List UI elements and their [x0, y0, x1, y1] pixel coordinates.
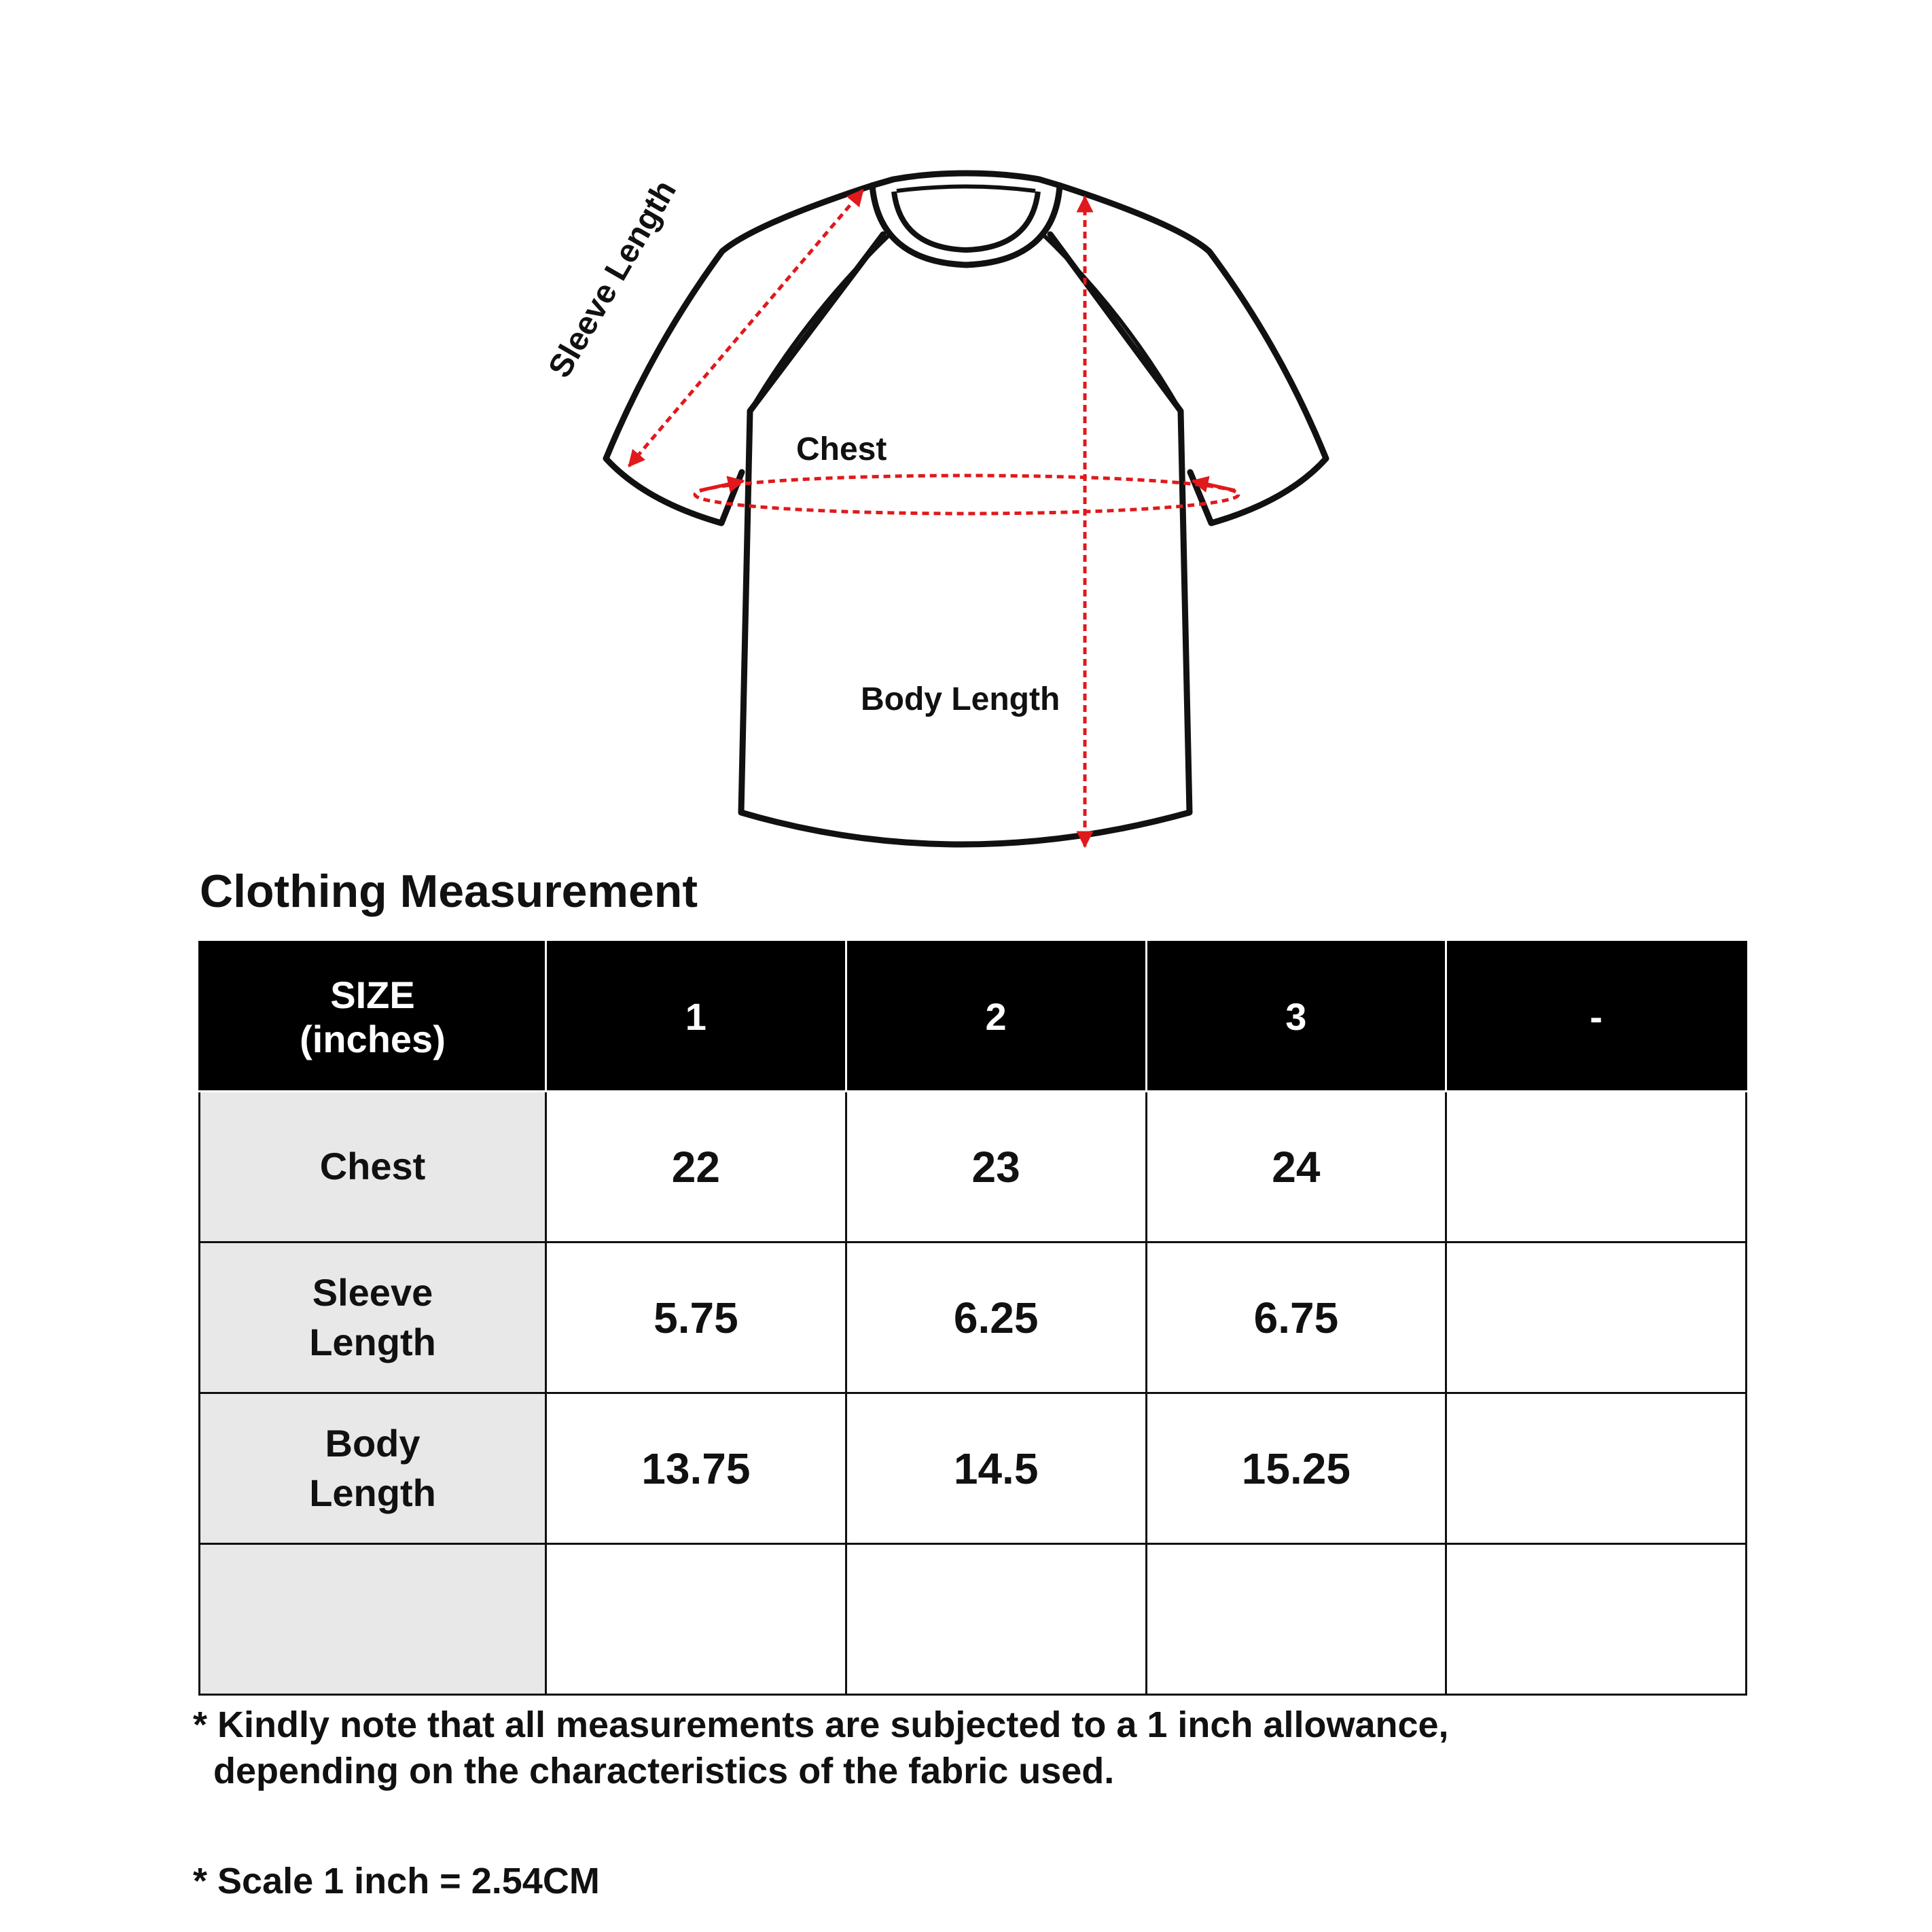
table-cell: 6.25: [846, 1242, 1146, 1393]
row-label-text: Chest: [319, 1145, 426, 1188]
table-row-sleeve-length: [200, 1242, 1747, 1393]
size-column-3: 3: [1146, 942, 1446, 1092]
table-title: Clothing Measurement: [200, 865, 698, 917]
table-cell: [1446, 1092, 1747, 1242]
table-cell: [1146, 1544, 1446, 1695]
size-column-2: 2: [846, 942, 1146, 1092]
chest-label: Chest: [796, 431, 887, 467]
table-cell: 13.75: [546, 1393, 846, 1544]
measurement-table: [198, 941, 1747, 1696]
row-label-text: Length: [309, 1320, 436, 1363]
table-cell: 15.25: [1146, 1393, 1446, 1544]
sleeve-length-arrow: [629, 190, 863, 466]
tshirt-outline-icon: [0, 0, 1932, 883]
row-label-text: Body: [325, 1421, 421, 1465]
row-label-sleeve-length: [200, 1242, 546, 1393]
table-cell: 5.75: [546, 1242, 846, 1393]
tshirt-diagram: [0, 0, 1932, 883]
size-column-4: -: [1446, 942, 1747, 1092]
table-cell: [1446, 1544, 1747, 1695]
size-header-cell: [200, 942, 546, 1092]
row-label-text: Sleeve: [312, 1270, 433, 1314]
table-row-empty: [200, 1544, 1747, 1695]
sleeve-length-label: Sleeve Length: [541, 174, 684, 384]
table-cell: 14.5: [846, 1393, 1146, 1544]
table-cell: [1446, 1242, 1747, 1393]
row-label-empty: [200, 1544, 546, 1695]
table-row-chest: [200, 1092, 1747, 1242]
table-cell: [1446, 1393, 1747, 1544]
right-sleeve: [1050, 185, 1326, 523]
size-header-label: SIZE: [330, 973, 415, 1016]
table-cell: [546, 1544, 846, 1695]
table-row-body-length: [200, 1393, 1747, 1544]
scale-note: * Scale 1 inch = 2.54CM: [193, 1861, 600, 1901]
row-label-text: Length: [309, 1471, 436, 1514]
table-cell: 22: [546, 1092, 846, 1242]
row-label-body-length: [200, 1393, 546, 1544]
table-cell: 24: [1146, 1092, 1446, 1242]
chest-ellipse: [695, 476, 1238, 514]
table-cell: 6.75: [1146, 1242, 1446, 1393]
table-header-row: [200, 942, 1747, 1092]
row-label-chest: [200, 1092, 546, 1242]
body-length-label: Body Length: [861, 681, 1060, 717]
size-header-unit: (inches): [300, 1017, 446, 1060]
allowance-note-line2: depending on the characteristics of the fabric used.: [193, 1751, 1115, 1791]
size-column-1: 1: [546, 942, 846, 1092]
allowance-note-line1: * Kindly note that all measurements are subjected to a 1 inch allowance,: [193, 1704, 1449, 1745]
allowance-note: [193, 1702, 1449, 1794]
table-cell: 23: [846, 1092, 1146, 1242]
table-cell: [846, 1544, 1146, 1695]
